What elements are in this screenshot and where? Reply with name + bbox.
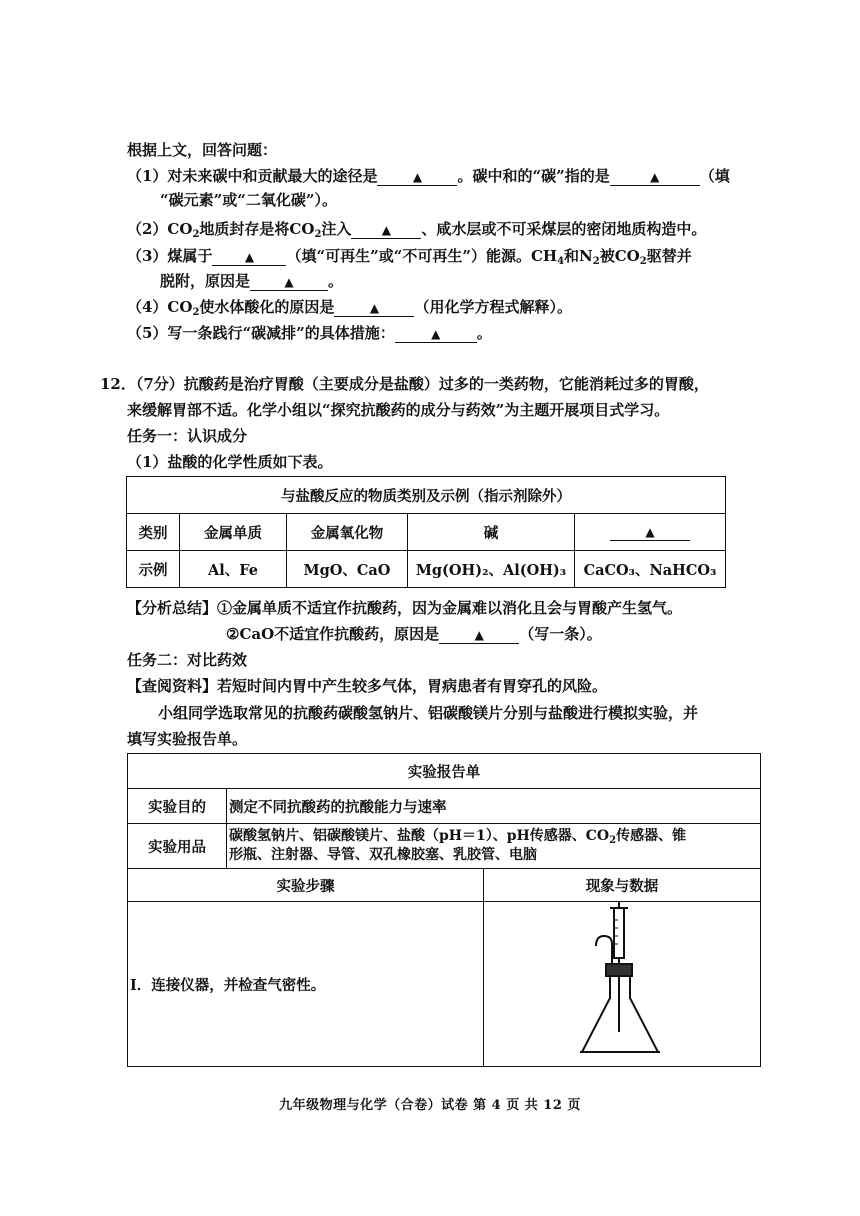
data-header: 现象与数据	[484, 869, 761, 902]
answer-blank[interactable]: ▲	[377, 168, 457, 186]
flask-syringe-apparatus-icon	[562, 902, 682, 1062]
answer-blank[interactable]: ▲	[439, 626, 519, 644]
steps-header: 实验步骤	[128, 869, 484, 902]
category-cell: 金属单质	[180, 514, 287, 551]
answer-blank[interactable]: ▲	[212, 248, 286, 266]
analysis-p2: ②CaO不适宜作抗酸药，原因是 ▲ （写一条）。	[226, 625, 602, 643]
category-cell: 碱	[408, 514, 575, 551]
answer-blank[interactable]: ▲	[334, 299, 414, 317]
hcl-properties-table	[126, 476, 726, 588]
question-3: （3）煤属于 ▲ （填“可再生”或“不可再生”）能源。$CH_4$和$N_2$被$CO_2$驱替并	[127, 247, 692, 267]
paragraph-line2: 填写实验报告单。	[127, 730, 248, 748]
question-2: $(2)CO_2$地质封存是将$CO_2$注入 ▲ 、咸水层或不可采煤层的密闭地质构造中。	[127, 220, 707, 240]
answer-blank[interactable]: ▲	[395, 325, 477, 343]
q12-sub1: （1）盐酸的化学性质如下表。	[127, 453, 333, 471]
research-note: 【查阅资料】若短时间内胃中产生较多气体，胃病患者有胃穿孔的风险。	[127, 677, 608, 695]
answer-blank[interactable]: ▲	[250, 273, 328, 291]
row-label-example: 示例	[127, 551, 180, 588]
table1-title: 与盐酸反应的物质类别及示例（指示剂除外）	[127, 477, 726, 514]
q1-suffix: （填	[699, 167, 730, 185]
example-cell: MgO、CaO	[287, 551, 408, 588]
analysis-p1: 【分析总结】①金属单质不适宜作抗酸药，因为金属难以消化且会与胃酸产生氢气。	[127, 599, 683, 617]
example-cell: CaCO₃、NaHCO₃	[575, 551, 726, 588]
step-1: I．连接仪器，并检查气密性。	[128, 902, 484, 1067]
page-footer: 九年级物理与化学（合卷）试卷 第 4 页 共 12 页	[279, 1098, 581, 1113]
question-4: $(4)CO_2$使水体酸化的原因是 ▲ （用化学方程式解释）。	[127, 298, 572, 318]
answer-blank[interactable]: ▲	[351, 221, 421, 239]
purpose-label: 实验目的	[128, 789, 227, 824]
question-1	[127, 166, 730, 186]
materials-value: 碳酸氢钠片、铝碳酸镁片、盐酸（pH＝1）、pH传感器、$CO_2$传感器、锥 形瓶、注射器、导管、双孔橡胶塞、乳胶管、电脑	[227, 824, 761, 869]
apparatus-cell	[484, 902, 761, 1067]
question-3-line2: 脱附，原因是 ▲ 。	[160, 272, 344, 290]
paragraph-line1: 小组同学选取常见的抗酸药碳酸氢钠片、铝碳酸镁片分别与盐酸进行模拟实验，并	[158, 704, 699, 722]
materials-label: 实验用品	[128, 824, 227, 869]
answer-blank[interactable]: ▲	[610, 168, 700, 186]
q1-mid: 。碳中和的“碳”指的是	[457, 167, 610, 185]
q12-line2: 来缓解胃部不适。化学小组以“探究抗酸药的成分与药效”为主题开展项目式学习。	[127, 401, 670, 419]
example-cell: Al、Fe	[180, 551, 287, 588]
question-5: （5）写一条践行“碳减排”的具体措施： ▲ 。	[127, 324, 492, 342]
row-label-category: 类别	[127, 514, 180, 551]
category-blank-cell[interactable]	[575, 514, 726, 551]
answer-blank[interactable]: ▲	[610, 523, 690, 541]
intro-text: 根据上文，回答问题：	[127, 141, 278, 159]
q12-line1: 12．（7分）抗酸药是治疗胃酸（主要成分是盐酸）过多的一类药物，它能消耗过多的胃酸，	[100, 375, 709, 393]
question-1-line2: “碳元素”或“二氧化碳”）。	[160, 191, 338, 209]
q1-prefix: （1）对未来碳中和贡献最大的途径是	[127, 167, 378, 185]
task1-heading: 任务一：认识成分	[127, 427, 248, 445]
experiment-report-table	[127, 753, 761, 1067]
example-cell: Mg(OH)₂、Al(OH)₃	[408, 551, 575, 588]
purpose-value: 测定不同抗酸药的抗酸能力与速率	[227, 789, 761, 824]
task2-heading: 任务二：对比药效	[127, 651, 248, 669]
report-title: 实验报告单	[128, 754, 761, 789]
category-cell: 金属氧化物	[287, 514, 408, 551]
